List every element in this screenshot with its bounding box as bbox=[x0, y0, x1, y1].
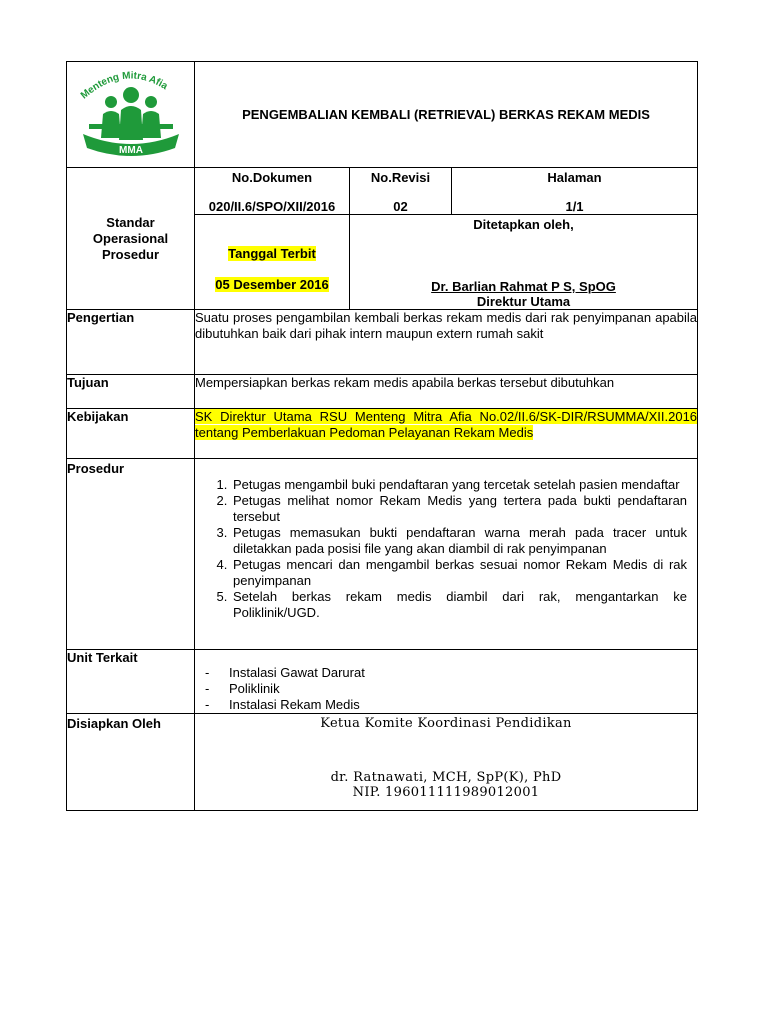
unit-label: Unit Terkait bbox=[67, 650, 195, 714]
kebijakan-cell bbox=[195, 409, 698, 459]
unit-cell bbox=[195, 650, 698, 714]
unit-item: - Instalasi Gawat Darurat bbox=[205, 665, 365, 680]
unit-item: - Instalasi Rekam Medis bbox=[205, 697, 360, 712]
unit-item: - Poliklinik bbox=[205, 681, 280, 696]
halaman-label: Halaman bbox=[547, 170, 602, 185]
prosedur-cell bbox=[195, 459, 698, 650]
ditetapkan-label: Ditetapkan oleh, bbox=[473, 217, 574, 232]
kebijakan-text: SK Direktur Utama RSU Menteng Mitra Afia No.02/II.6/SK-DIR/RSUMMA/XII.2016 tentang Pemberlakuan Pedoman Pelayanan Rekam Medis bbox=[195, 409, 698, 440]
halaman-value: 1/1 bbox=[565, 199, 584, 214]
prosedur-step: 3. Petugas memasukan bukti pendaftaran warna merah pada tracer untuk diletakkan pada posisi file yang akan diambil di rak penyimpanan bbox=[231, 525, 687, 557]
prosedur-label: Prosedur bbox=[67, 459, 195, 650]
prosedur-step: 5. Setelah berkas rekam medis diambil dari rak, mengantarkan ke Poliklinik/UGD. bbox=[231, 589, 687, 621]
logo-arc-text: Menteng Mitra Afia bbox=[78, 70, 170, 102]
ditetapkan-name: Dr. Barlian Rahmat P S, SpOG bbox=[431, 279, 616, 294]
disiapkan-role: Ketua Komite Koordinasi Pendidikan bbox=[320, 716, 572, 731]
disiapkan-nip: NIP. 196011111989012001 bbox=[352, 785, 540, 800]
disiapkan-name: dr. Ratnawati, MCH, SpP(K), PhD bbox=[330, 770, 562, 785]
pengertian-label: Pengertian bbox=[67, 310, 195, 375]
mma-logo bbox=[67, 62, 195, 164]
logo-cell bbox=[67, 62, 195, 168]
pengertian-text: Suatu proses pengambilan kembali berkas rekam medis dari rak penyimpanan apabila dibutuhkan baik dari pihak intern maupun extern rumah sakit bbox=[195, 310, 698, 375]
no-dokumen-cell bbox=[195, 168, 350, 215]
ditetapkan-cell bbox=[350, 215, 698, 310]
no-dokumen-value: 020/II.6/SPO/XII/2016 bbox=[208, 199, 336, 214]
spo-document bbox=[66, 61, 697, 867]
no-revisi-label: No.Revisi bbox=[370, 170, 431, 185]
document-title: PENGEMBALIAN KEMBALI (RETRIEVAL) BERKAS REKAM MEDIS bbox=[195, 62, 698, 168]
tujuan-label: Tujuan bbox=[67, 375, 195, 409]
no-revisi-cell bbox=[350, 168, 452, 215]
tanggal-terbit-cell bbox=[195, 215, 350, 310]
prosedur-step: 2. Petugas melihat nomor Rekam Medis yang tertera pada bukti pendaftaran tersebut bbox=[231, 493, 687, 525]
disiapkan-cell bbox=[195, 714, 698, 811]
spo-label: Standar Operasional Prosedur bbox=[67, 168, 195, 310]
prosedur-list bbox=[195, 477, 697, 621]
disiapkan-label: Disiapkan Oleh bbox=[67, 714, 195, 811]
halaman-cell bbox=[452, 168, 698, 215]
ditetapkan-title: Direktur Utama bbox=[476, 294, 571, 309]
tujuan-text: Mempersiapkan berkas rekam medis apabila berkas tersebut dibutuhkan bbox=[195, 375, 698, 409]
no-revisi-value: 02 bbox=[393, 199, 408, 214]
prosedur-step: 1. Petugas mengambil buki pendaftaran yang tercetak setelah pasien mendaftar bbox=[231, 477, 687, 493]
prosedur-step: 4. Petugas mencari dan mengambil berkas sesuai nomor Rekam Medis di rak penyimpanan bbox=[231, 557, 687, 589]
unit-list bbox=[195, 665, 697, 713]
logo-abbr: MMA bbox=[119, 145, 143, 156]
spo-table bbox=[66, 61, 698, 811]
tanggal-terbit-label: Tanggal Terbit bbox=[228, 246, 316, 261]
kebijakan-label: Kebijakan bbox=[67, 409, 195, 459]
tanggal-terbit-value: 05 Desember 2016 bbox=[215, 277, 329, 292]
no-dokumen-label: No.Dokumen bbox=[231, 170, 313, 185]
